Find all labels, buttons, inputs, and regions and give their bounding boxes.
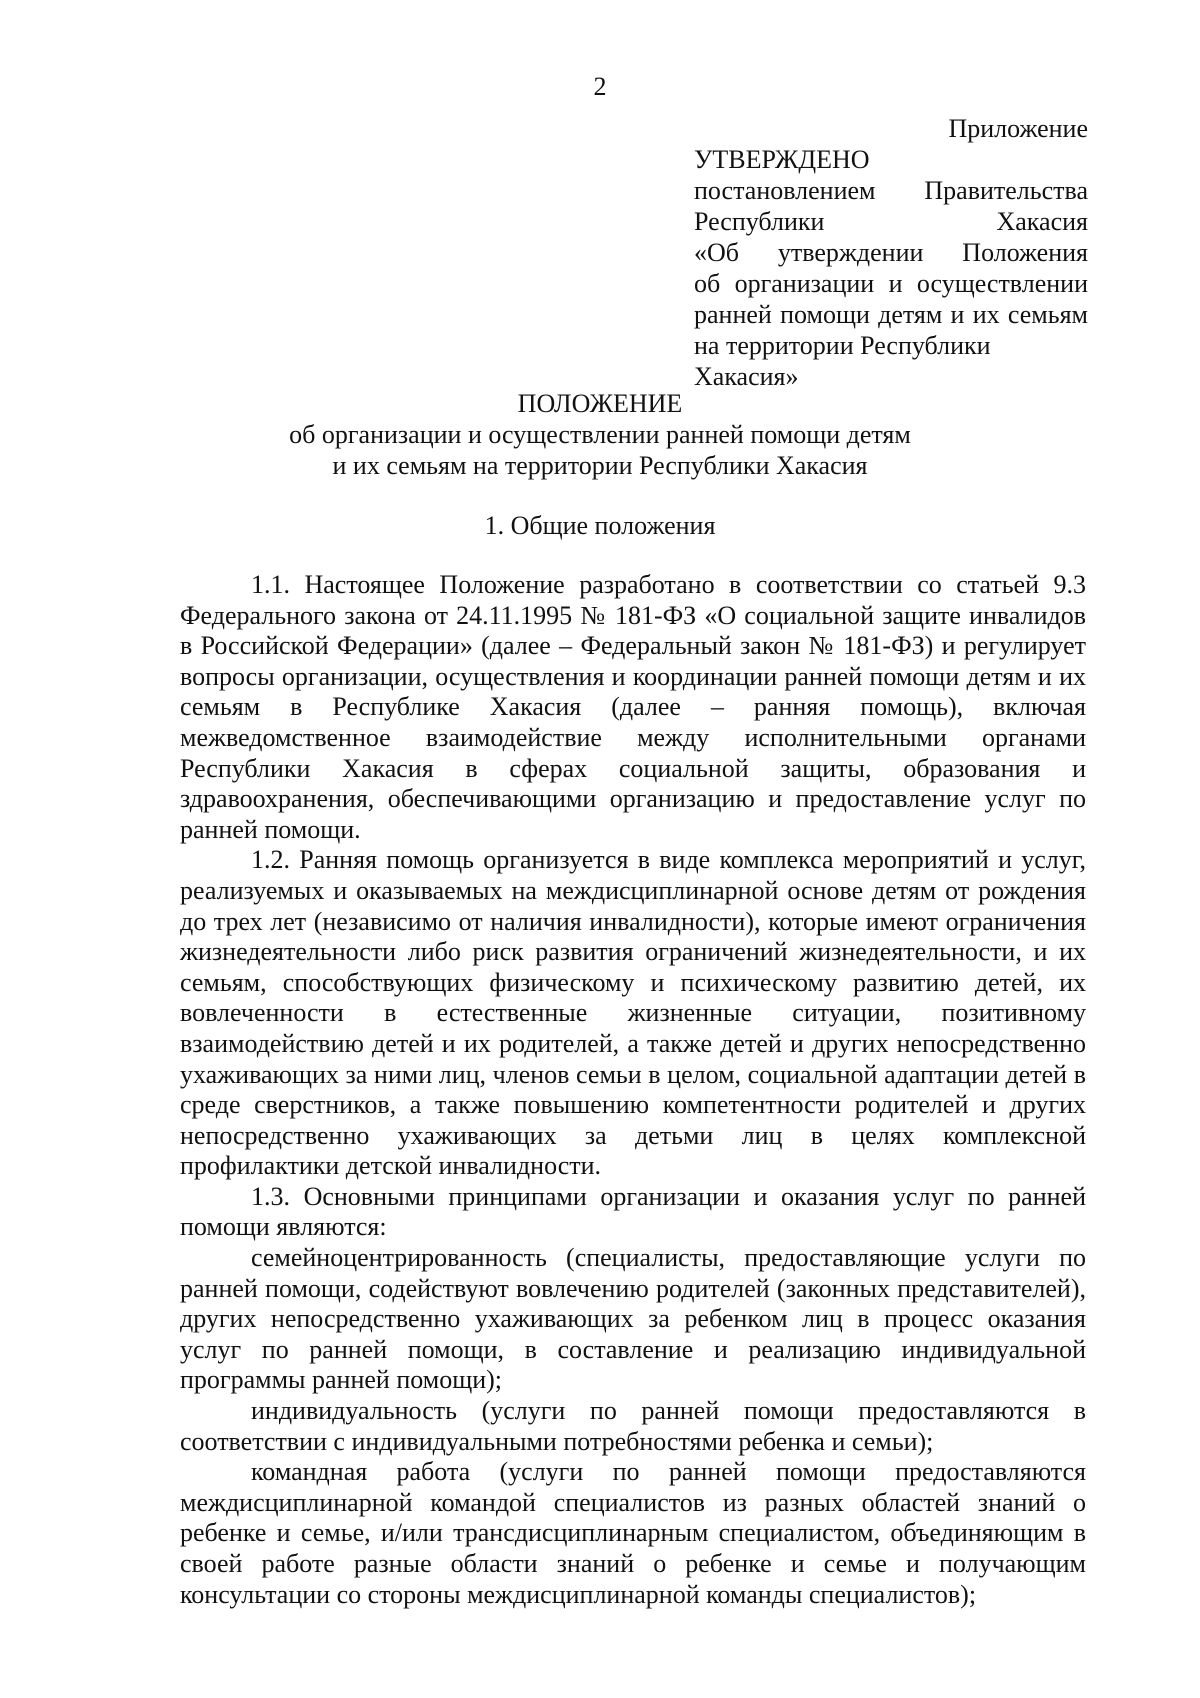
approval-line: об организации и осуществлении (694, 269, 1088, 298)
paragraph: командная работа (услуги по ранней помощи предоставляются междисциплинарной командой специалистов из разных областей знаний о ребенке и семье, и/или трансдисциплинарным специалистом, объединяющим в своей работе разные области знаний о ребенке и семье и получающим консультации со стороны междисциплинарной команды специалистов); (180, 1457, 1086, 1609)
approval-line: Республики Хакасия (694, 207, 1088, 236)
page-number: 2 (593, 72, 607, 101)
title-subtitle-line: и их семьям на территории Республики Хакасия (332, 451, 868, 480)
title-main: ПОЛОЖЕНИЕ (517, 389, 683, 418)
paragraph: 1.2. Ранняя помощь организуется в виде комплекса мероприятий и услуг, реализуемых и оказываемых на междисциплинарной основе детям от рождения до трех лет (независимо от наличия инвалидности), которые имеют ограничения жизнедеятельности либо риск развития ограничений жизнедеятельности, и их семьям, способствующих физическому и психическому развитию детей, их вовлеченности в естественные жизненные ситуации, позитивному взаимодействию детей и их родителей, а также детей и других непосредственно ухаживающих за ними лиц, членов семьи в целом, социальной адаптации детей в среде сверстников, а также повышению компетентности родителей и других непосредственно ухаживающих за детьми лиц в целях комплексной профилактики детской инвалидности. (180, 845, 1086, 1181)
paragraph: семейноцентрированность (специалисты, предоставляющие услуги по ранней помощи, содействуют вовлечению родителей (законных представителей), других непосредственно ухаживающих за ребенком лиц в процесс оказания услуг по ранней помощи, в составление и реализацию индивидуальной программы ранней помощи); (180, 1243, 1086, 1395)
approval-block (694, 144, 1088, 392)
paragraph: индивидуальность (услуги по ранней помощи предоставляются в соответствии с индивидуальными потребностями ребенка и семьи); (180, 1396, 1086, 1456)
paragraph: 1.3. Основными принципами организации и оказания услуг по ранней помощи являются: (180, 1181, 1086, 1242)
approval-line: «Об утверждении Положения (694, 238, 1088, 267)
document-title (0, 388, 1200, 481)
approval-line: постановлением Правительства (694, 176, 1088, 205)
approval-line: на территории Республики Хакасия» (694, 331, 991, 391)
approved-label: УТВЕРЖДЕНО (694, 145, 870, 174)
paragraph: 1.1. Настоящее Положение разработано в соответствии со статьей 9.3 Федерального закона от 24.11.1995 № 181-ФЗ «О социальной защите инвалидов в Российской Федерации» (далее – Федеральный закон № 181-ФЗ) и регулирует вопросы организации, осуществления и координации ранней помощи детям и их семьям в Республике Хакасия (далее – ранняя помощь), включая межведомственное взаимодействие между исполнительными органами Республики Хакасия в сферах социальной защиты, образования и здравоохранения, обеспечивающими организацию и предоставление услуг по ранней помощи. (180, 570, 1086, 844)
appendix-label: Приложение (948, 114, 1088, 143)
approval-line: ранней помощи детям и их семьям (694, 300, 1088, 329)
title-subtitle-line: об организации и осуществлении ранней помощи детям (289, 420, 911, 449)
section-heading: 1. Общие положения (484, 511, 716, 540)
body-text (180, 570, 1086, 1610)
